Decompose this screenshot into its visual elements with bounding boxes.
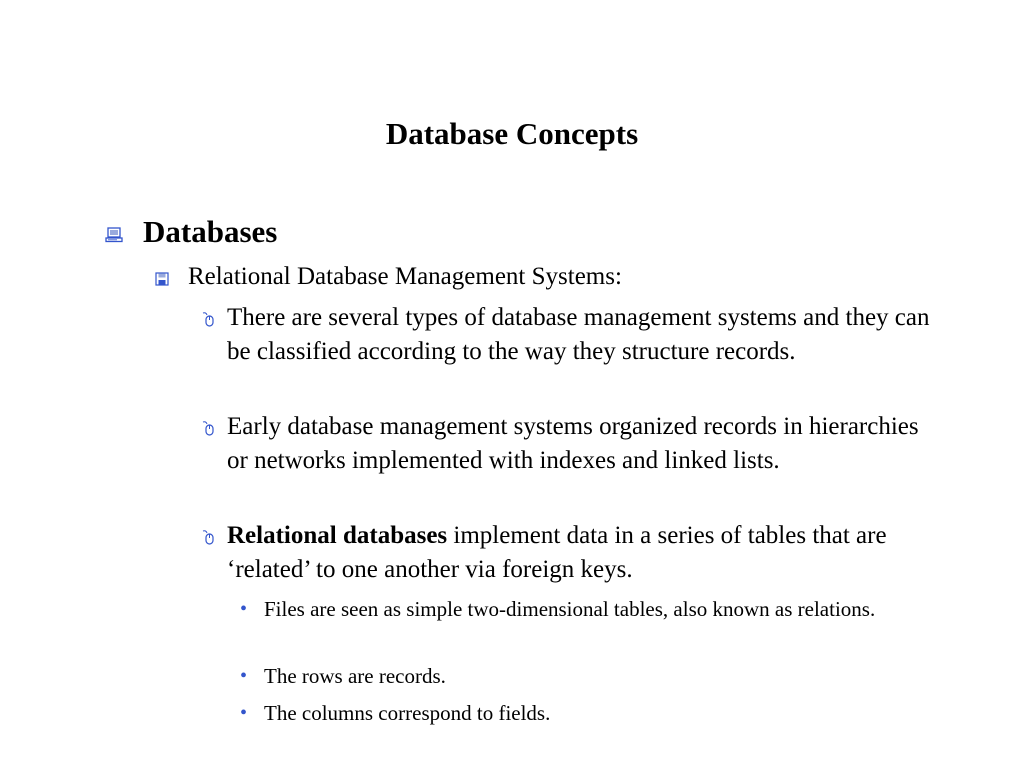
bullet-dot-icon: • — [240, 598, 248, 620]
level3-item-1: There are several types of database management systems and they can be classified according to the way they structure records. — [227, 304, 930, 365]
level1-text: Databases — [143, 214, 278, 249]
level4-item-3: The columns correspond to fields. — [264, 701, 551, 725]
level3-item-3 — [227, 519, 942, 587]
level3-item-3-rest: implement data in a series of tables that are ‘related’ to one another via foreign keys. — [227, 522, 887, 583]
mouse-icon — [201, 420, 217, 436]
level4-item-1: Files are seen as simple two-dimensional tables, also known as relations. — [264, 597, 876, 621]
bullet-dot-icon: • — [240, 702, 248, 724]
level4-item-2: The rows are records. — [264, 664, 446, 688]
floppy-disk-icon — [155, 272, 169, 286]
computer-icon — [105, 227, 123, 243]
mouse-icon — [201, 529, 217, 545]
level3-item-3-bold: Relational databases — [227, 522, 448, 549]
mouse-icon — [201, 311, 217, 327]
level2-text: Relational Database Management Systems: — [188, 263, 622, 290]
bullet-dot-icon: • — [240, 665, 248, 687]
slide-title: Database Concepts — [385, 116, 639, 151]
level3-item-2: Early database management systems organized records in hierarchies or networks implemented with indexes and linked lists. — [227, 413, 919, 474]
